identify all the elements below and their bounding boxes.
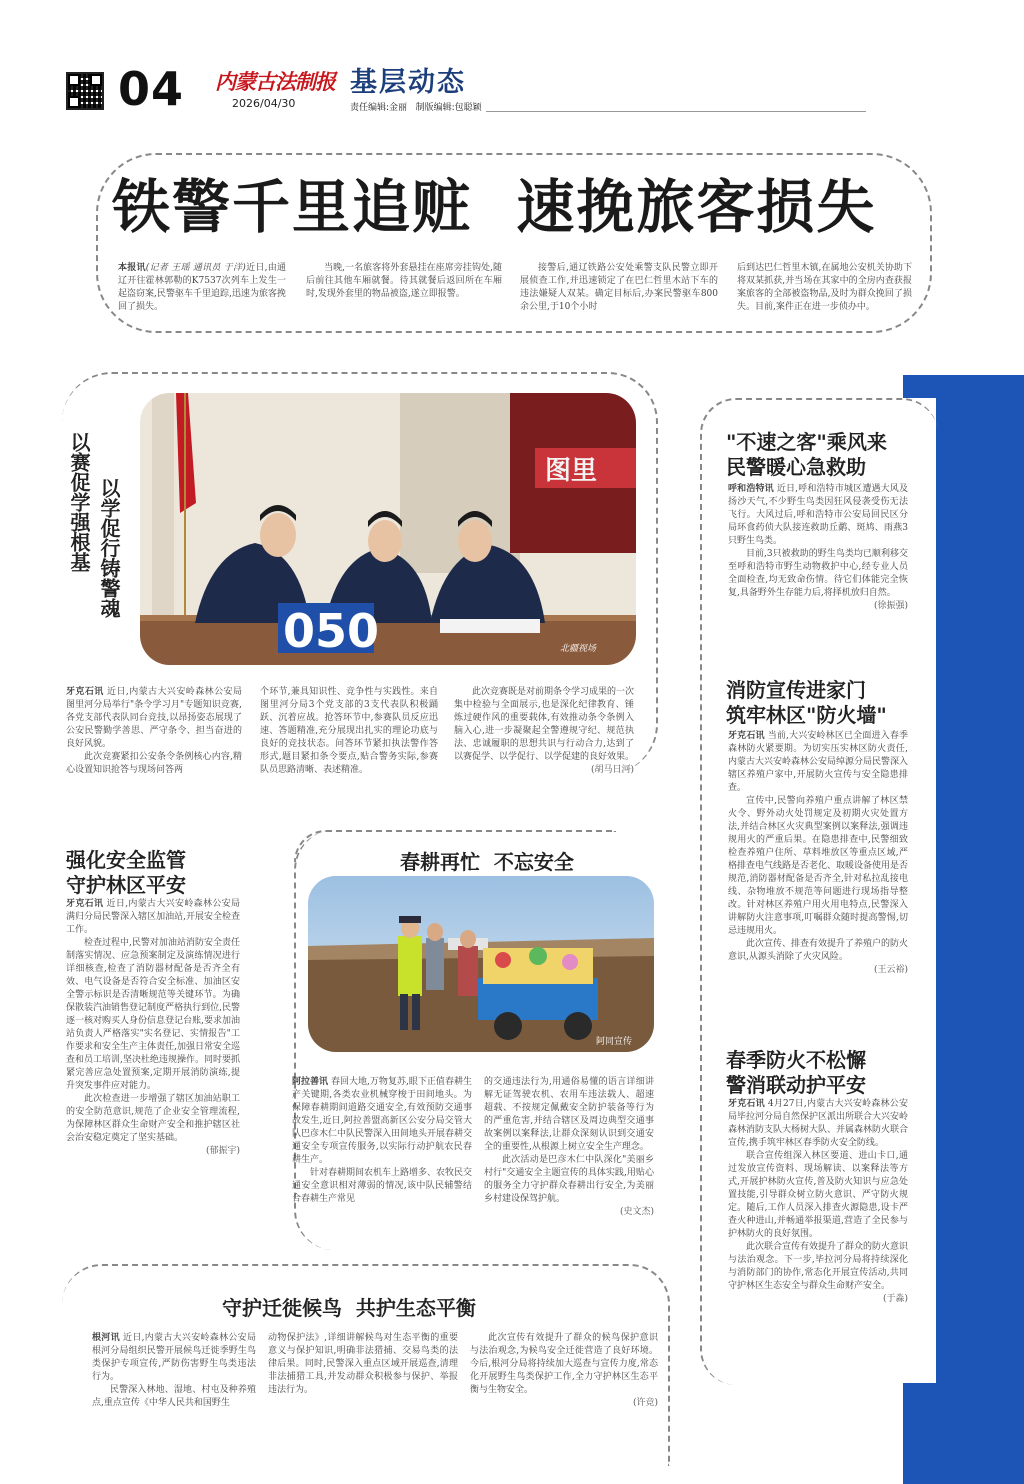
spring-photo: [308, 876, 654, 1052]
safety-p2: 检查过程中,民警对加油站消防安全责任制落实情况、应急预案制定及演练情况进行详细核查,检查了消防器材配备是否齐全有效、电气设备是否符合安全标准、加油区安全警示标识是否清晰规范等关键环节。为确保散装汽油销售登记制度严格执行到位,民警逐一核对购买人身份信息登记台账,要求加油站负责人严格落实"实名登记、实情报告"工作要求和安全生产主体责任,加强日常安全巡查和员工培训,坚决杜绝违规操作。同时要抓紧完善应急处置预案,定期开展消防演练,提升突发事件应对能力。: [66, 938, 240, 1091]
dateline: 阿拉善讯: [292, 1077, 329, 1087]
firespring-title-line-2: 警消联动护平安: [726, 1073, 866, 1097]
firehome-body: [728, 730, 908, 977]
firespring-credit: (于淼): [882, 1294, 908, 1304]
birds-col-1: [92, 1332, 256, 1410]
firespring-body: [728, 1098, 908, 1306]
firehome-credit: (王云裕): [873, 965, 908, 975]
dateline: 呼和浩特讯: [728, 484, 774, 494]
lead-headline: 铁警千里追赃 速挽旅客损失: [112, 173, 877, 241]
firespring-title-line-1: 春季防火不松懈: [726, 1048, 866, 1072]
visitor-credit: (徐振强): [873, 601, 908, 611]
dateline: 牙克石讯: [66, 687, 104, 697]
spring-col-1-p2: 针对春耕期间农机车上路增多、农牧民交通安全意识相对薄弱的情况,该中队民辅警结合春耕生产常见: [292, 1168, 473, 1204]
lead-col-1: [118, 262, 286, 314]
firehome-p2: 宣传中,民警向养殖户重点讲解了林区禁火令、野外动火处罚规定及初期火灾处置方法,并结合林区火灾典型案例以案释法,强调违规用火的严重后果。在隐患排查中,民警细致检查养殖户住所、草料堆放区等重点区域,严格排查电气线路是否老化、取暖设备使用是否规范,消防器材配备是否齐全,针对私拉乱接电线、杂物堆放不规范等问题进行现场指导整改。针对林区养殖户用火用电特点,民警深入讲解防火注意事项,叮嘱群众随时提高警惕,切忌违规用火。: [728, 796, 909, 936]
editor-credits: 责任编辑:金丽 制版编辑:包聪颖: [350, 103, 482, 113]
visitor-p1: 近日,呼和浩特市城区遭遇大风及扬沙天气,不少野生鸟类因狂风侵袭受伤无法飞行。大风过后,呼和浩特市公安局回民区分局环食药侦大队接连救助丘鹬、斑鸠、雨燕3只野生鸟类。: [728, 484, 908, 546]
safety-body: [66, 898, 240, 1158]
visitor-title-line-2: 民警暖心急救助: [726, 455, 866, 479]
wall-sign-text: 图里: [545, 456, 598, 486]
qr-code: [66, 72, 104, 110]
firehome-p1: 当前,大兴安岭林区已全面进入春季森林防火紧要期。为切实压实林区防火责任,内蒙古大兴安岭森林公安局绰源分局民警深入辖区养殖户家中,开展防火宣传与安全隐患排查。: [728, 731, 909, 793]
study-credit: (胡马日河): [590, 765, 634, 775]
firespring-p2: 联合宣传组深入林区要道、进山卡口,通过发放宣传资料、现场解读、以案释法等方式,开展护林防火宣传,普及防火知识与应急处置技能,引导群众树立防火意识、严守防火规定。随后,工作人员深入排查火源隐患,设卡严查火种进山,并畅通举报渠道,营造了全民参与护林防火的良好氛围。: [728, 1151, 908, 1239]
dateline: 本报讯: [118, 263, 146, 273]
score-card-text: 050: [283, 604, 380, 658]
dateline: 根河讯: [92, 1333, 120, 1343]
spring-credit: (史文杰): [619, 1207, 654, 1217]
lead-col-3-text: 接警后,通辽铁路公安处乘警支队民警立即开展侦查工作,并迅速锁定了在巴仁哲里木站下车的违法嫌疑人双某。确定目标后,办案民警驱车800余公里,于10个小时: [520, 263, 718, 312]
safety-p1: 近日,内蒙古大兴安岭森林公安局满归分局民警深入辖区加油站,开展安全检查工作。: [66, 899, 240, 935]
safety-p3: 此次检查进一步增强了辖区加油站职工的安全防范意识,规范了企业安全管理流程,为保障林区群众生命财产安全和推护辖区社会治安稳定奠定了坚实基础。: [66, 1094, 240, 1143]
spring-col-2: [484, 1076, 654, 1219]
safety-credit: (郁振宇): [205, 1146, 240, 1156]
birds-title: 守护迁徙候鸟 共护生态平衡: [222, 1296, 476, 1320]
birds-col-1-text: 近日,内蒙古大兴安岭森林公安局根河分局组织民警开展候鸟迁徙季野生鸟类保护专项宣传,严防伤害野生鸟类违法行为。: [92, 1333, 256, 1382]
birds-col-3-text: 此次宣传有效提升了群众的候鸟保护意识与法治观念,为候鸟安全迁徙营造了良好环境。今后,根河分局将持续加大巡查与宣传力度,常态化开展野生鸟类保护工作,全力守护林区生态平衡与生物安全。: [470, 1333, 658, 1395]
lead-col-2: [306, 262, 502, 301]
spring-col-1: [292, 1076, 472, 1206]
firespring-p1: 4月27日,内蒙古大兴安岭森林公安局毕拉河分局自然保护区派出所联合大兴安岭森林消防支队大杨树大队、并属森林防火联合宣传,携手筑牢林区春季防火安全防线。: [728, 1099, 909, 1148]
lead-col-3: [520, 262, 718, 314]
lead-col-4-text: 后到达巴仁哲里木镇,在属地公安机关协助下将双某抓获,并当场在其家中的全房内查获报案旅客的全部被盗物品,及时为群众挽回了损失。目前,案件正在进一步侦办中。: [737, 263, 912, 312]
section-title: 基层动态: [350, 67, 466, 98]
issue-date: 2026/04/30: [232, 97, 296, 110]
byline: (记者 王瑶 通讯员 于洋): [145, 263, 246, 273]
firehome-title: [726, 678, 887, 728]
firespring-title: [726, 1048, 866, 1098]
safety-title-line-2: 守护林区平安: [66, 873, 186, 897]
birds-col-3: [470, 1332, 658, 1410]
firehome-p3: 此次宣传、排查有效提升了养殖户的防火意识,从源头消除了火灾风险。: [728, 939, 909, 962]
spring-col-2-p2: 此次活动是巴彦木仁中队深化"美丽乡村行"交通安全主题宣传的具体实践,用贴心的服务全力守护群众春耕出行安全,为美丽乡村建设保驾护航。: [484, 1155, 654, 1204]
study-title-left: 以学促行铸警魂: [97, 478, 121, 618]
spring-photo-credit: 阿同宣传: [596, 1037, 633, 1047]
photo-credit: 北疆视场: [560, 644, 597, 654]
study-col-2: [260, 686, 438, 777]
visitor-p2: 目前,3只被救助的野生鸟类均已顺利移交至呼和浩特市野生动物救护中心,经专业人员全面检查,均无致命伤情。待它们体能完全恢复,具备野外生存能力后,将择机放归自然。: [728, 549, 908, 598]
brand-logo: 内蒙古法制报: [215, 69, 335, 94]
study-col-3: [454, 686, 634, 777]
competition-photo: [140, 393, 636, 665]
page-number: 04: [118, 62, 185, 116]
header-rule: [486, 111, 866, 112]
study-title-right: 以赛促学强根基: [67, 432, 91, 572]
safety-title: [66, 848, 186, 898]
lead-col-1-text: 近日,由通辽开往霍林郭勒的K7537次列车上发生一起盗窃案,民警驱车千里追踪,迅速为旅客挽回了损失。: [118, 263, 286, 312]
spring-title: 春耕再忙 不忘安全: [400, 850, 574, 874]
birds-col-1-p2: 民警深入林地、湿地、村屯及种养殖点,重点宣传《中华人民共和国野生: [92, 1385, 256, 1408]
firehome-title-line-1: 消防宣传进家门: [726, 678, 866, 702]
lead-col-4: [737, 262, 912, 314]
study-col-1: [66, 686, 242, 777]
visitor-body: [728, 483, 908, 613]
dateline: 牙克石讯: [728, 1099, 765, 1109]
study-col-2-text: 个环节,兼具知识性、竞争性与实践性。来自图里河分局3个党支部的3支代表队积极踊跃、沉着应战。抢答环节中,参赛队员反应迅速、答题精准,充分展现出扎实的理论功底与良好的竞技状态。问答环节紧扣执法警作答形式,题目紧扣条令要点,贴合警务实际,参赛队员思路清晰、表述精准。: [260, 687, 438, 775]
spring-col-1-text: 春回大地,万物复苏,眼下正值春耕生产关键期,各类农业机械穿梭于田间地头。为保障春耕期间道路交通安全,有效预防交通事故发生,近日,阿拉善盟高新区公安分局交管大队巴彦木仁中队民警深入田间地头开展春耕交通安全专项宣传服务,以实际行动护航农民春耕生产。: [292, 1077, 473, 1165]
lead-col-2-text: 当晚,一名旅客将外套悬挂在座席旁挂钩处,随后前往其他车厢就餐。待其就餐后返回所在车厢时,发现外套里的物品被盗,遂立即报警。: [306, 263, 502, 299]
birds-credit: (许竞): [632, 1398, 658, 1408]
study-col-3-text: 此次竞赛既是对前期条令学习成果的一次集中检验与全面展示,也是深化纪律教育、锤炼过硬作风的重要载体,有效推动条令条例入脑入心,进一步凝聚起全警遵规守纪、规范执法、忠诚履职的思想共识与行动合力,达到了以赛促学、以学促行、以学促建的良好效果。: [454, 687, 635, 762]
visitor-title: [726, 430, 887, 480]
spring-col-2-text: 的交通违法行为,用通俗易懂的语言详细讲解无证驾驶农机、农用车违法载人、超速超载、不按规定佩戴安全防护装备等行为的严重危害,并结合辖区及周边典型交通事故案例以案释法,让群众深刻认识到交通安全的重要性,从根源上树立安全生产理念。: [484, 1077, 654, 1152]
visitor-title-line-1: "不速之客"乘风来: [726, 430, 887, 454]
firespring-p3: 此次联合宣传有效提升了群众的防火意识与法治观念。下一步,毕拉河分局将持续深化与消防部门的协作,常态化开展宣传活动,共同守护林区生态安全与群众生命财产安全。: [728, 1242, 909, 1291]
dateline: 牙克石讯: [728, 731, 765, 741]
study-col-1-p2: 此次竞赛紧扣公安条令条例核心内容,精心设置知识抢答与现场问答两: [66, 752, 242, 775]
safety-title-line-1: 强化安全监管: [66, 848, 186, 872]
dateline: 牙克石讯: [66, 899, 104, 909]
birds-col-2: [268, 1332, 458, 1397]
firehome-title-line-2: 筑牢林区"防火墙": [726, 703, 887, 727]
birds-col-2-text: 动物保护法》,详细讲解候鸟对生态平衡的重要意义与保护知识,明确非法猎捕、交易鸟类的法律后果。同时,民警深入重点区域开展巡查,清理非法捕猎工具,并发动群众积极参与保护、举报违法行为。: [268, 1333, 458, 1395]
study-col-1-text: 近日,内蒙古大兴安岭森林公安局图里河分局举行"条令学习月"专题知识竞赛,各党支部代表队同台竞技,以昂扬姿态展现了公安民警勤学善思、严守条令、担当奋进的良好风貌。: [66, 687, 242, 749]
